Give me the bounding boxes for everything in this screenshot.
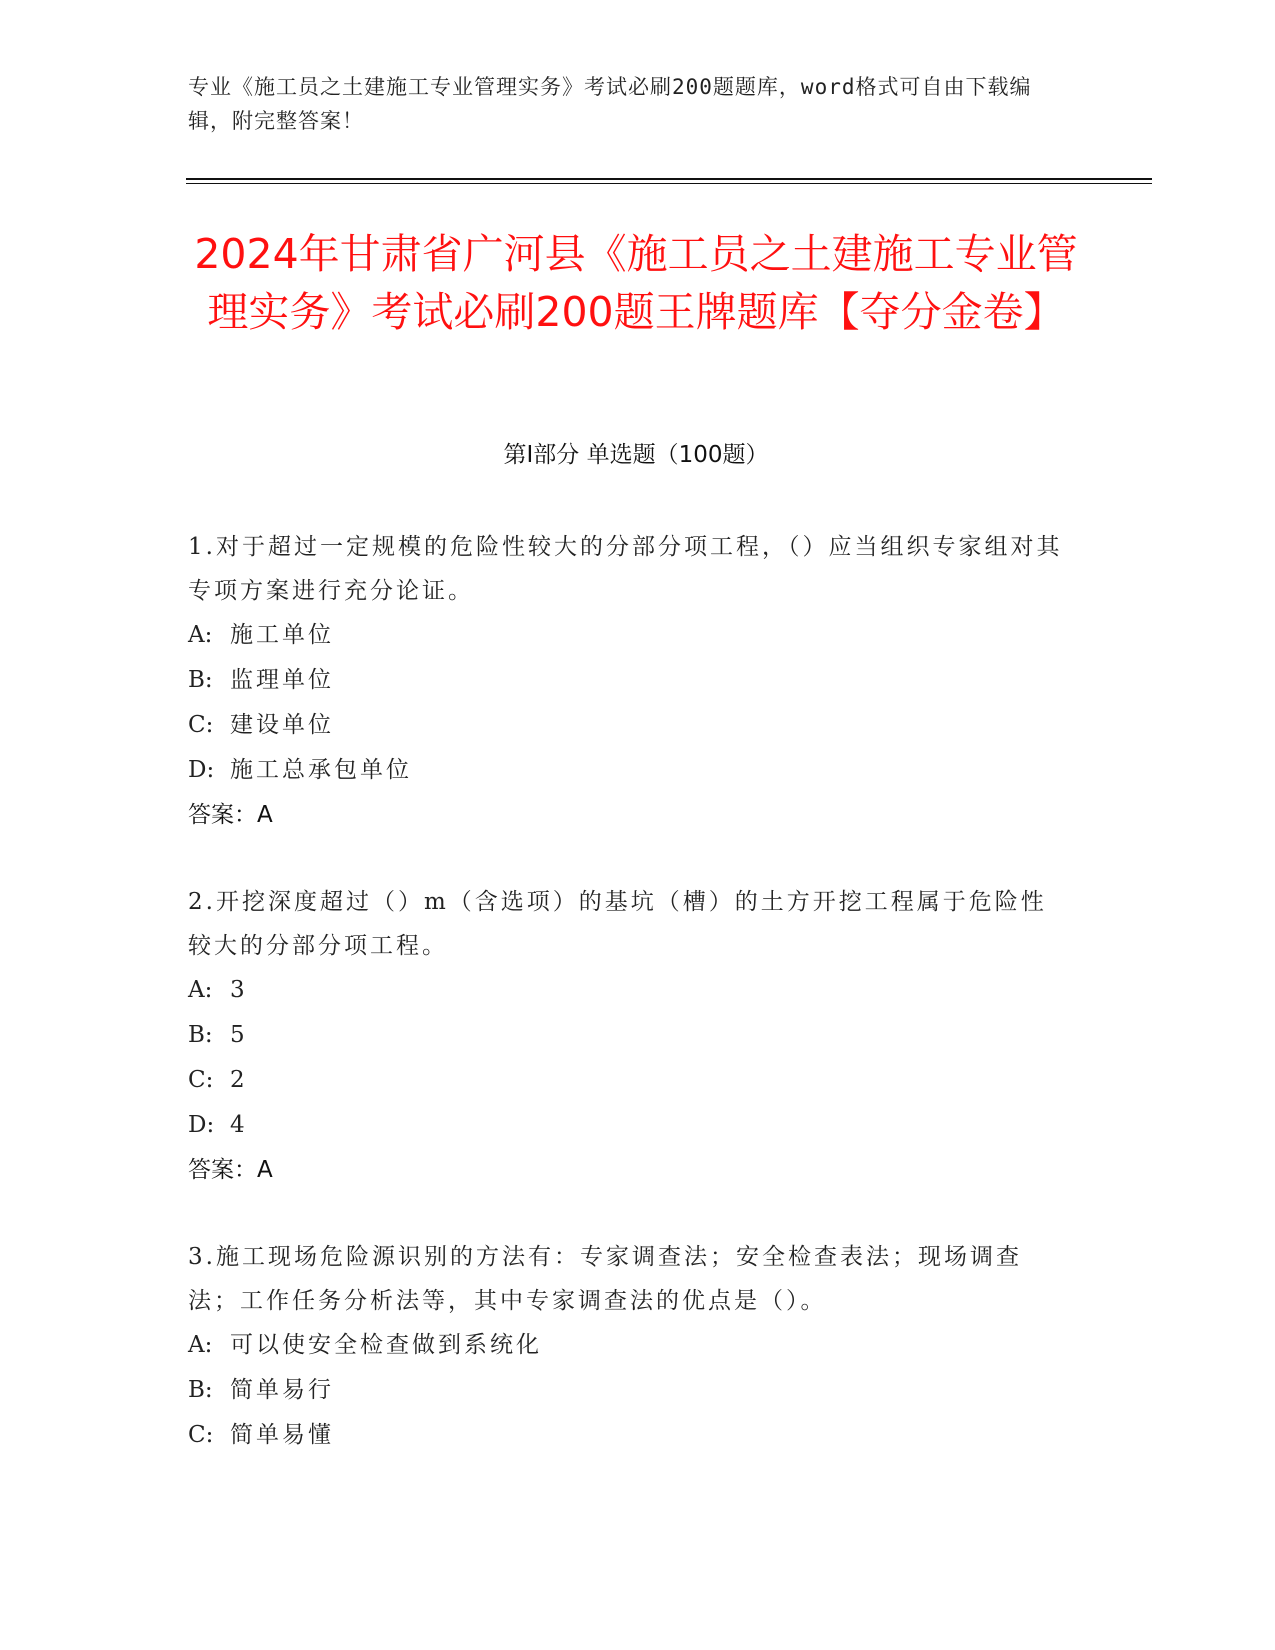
option-text: 2 xyxy=(230,1067,248,1093)
option-text: 3 xyxy=(230,977,248,1003)
option-label: D: xyxy=(188,1112,215,1138)
section-title: 第I部分 单选题（100题） xyxy=(503,442,769,468)
option-d xyxy=(188,748,1068,793)
question-1 xyxy=(188,525,1068,838)
option-label: C: xyxy=(188,712,214,738)
option-label: A: xyxy=(188,977,213,1003)
option-label: B: xyxy=(188,1022,213,1048)
document-title: 2024年甘肃省广河县《施工员之土建施工专业管理实务》考试必刷200题王牌题库【夺分金卷】 xyxy=(194,230,1078,336)
option-label: C: xyxy=(188,1422,214,1448)
question-2 xyxy=(188,880,1068,1193)
header-divider-thick xyxy=(186,178,1152,180)
answer: 答案：A xyxy=(188,802,273,828)
option-d xyxy=(188,1103,1068,1148)
option-text: 4 xyxy=(230,1112,248,1138)
header-note: 专业《施工员之土建施工专业管理实务》考试必刷200题题库，word格式可自由下载编辑，附完整答案！ xyxy=(188,75,1032,133)
question-list xyxy=(188,525,1068,1500)
option-text: 施工单位 xyxy=(230,622,334,648)
option-c xyxy=(188,1058,1068,1103)
option-b xyxy=(188,1368,1068,1413)
option-text: 监理单位 xyxy=(230,667,334,693)
option-text: 5 xyxy=(230,1022,248,1048)
option-a xyxy=(188,1323,1068,1368)
question-stem: 2.开挖深度超过（）m（含选项）的基坑（槽）的土方开挖工程属于危险性较大的分部分项工程。 xyxy=(188,889,1047,959)
option-text: 简单易行 xyxy=(230,1377,334,1403)
answer: 答案：A xyxy=(188,1157,273,1183)
option-label: C: xyxy=(188,1067,214,1093)
option-text: 施工总承包单位 xyxy=(230,757,412,783)
option-c xyxy=(188,1413,1068,1458)
question-stem: 1.对于超过一定规模的危险性较大的分部分项工程，（）应当组织专家组对其专项方案进行充分论证。 xyxy=(188,534,1063,604)
option-a xyxy=(188,613,1068,658)
option-c xyxy=(188,703,1068,748)
option-text: 可以使安全检查做到系统化 xyxy=(230,1332,542,1358)
option-a xyxy=(188,968,1068,1013)
question-3 xyxy=(188,1235,1068,1458)
option-label: B: xyxy=(188,667,213,693)
header-divider-thin xyxy=(186,183,1152,184)
option-text: 建设单位 xyxy=(230,712,334,738)
option-label: A: xyxy=(188,622,213,648)
question-stem: 3.施工现场危险源识别的方法有：专家调查法；安全检查表法；现场调查法；工作任务分析法等，其中专家调查法的优点是（）。 xyxy=(188,1244,1022,1314)
option-label: A: xyxy=(188,1332,213,1358)
option-b xyxy=(188,658,1068,703)
option-label: B: xyxy=(188,1377,213,1403)
option-text: 简单易懂 xyxy=(230,1422,334,1448)
option-b xyxy=(188,1013,1068,1058)
option-label: D: xyxy=(188,757,215,783)
